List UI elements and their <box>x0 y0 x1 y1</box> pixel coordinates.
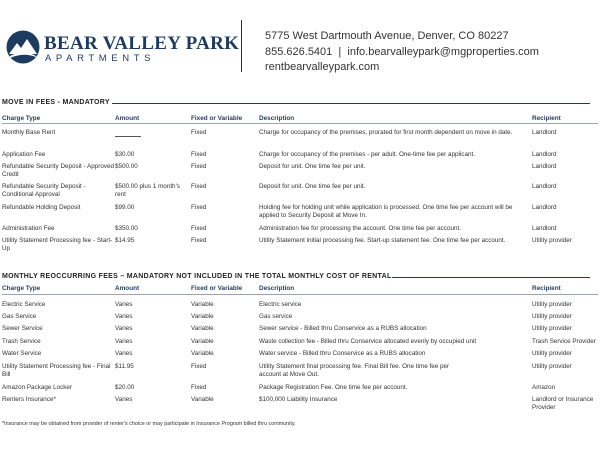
description: Utility Statement final processing fee. Final Bill fee. One time fee per account at Move Out. <box>259 363 450 379</box>
amount: Varies <box>115 325 133 332</box>
recipient: Landlord or Insurance Provider <box>532 396 594 412</box>
fixed-or-variable: Fixed <box>191 151 207 158</box>
charge-type: Electric Service <box>2 301 46 308</box>
phone: 855.626.5401 <box>265 46 333 58</box>
charge-type: Monthly Base Rent <box>2 129 56 136</box>
section-title-move-in: MOVE IN FEES - MANDATORY <box>2 99 110 106</box>
description: Electric service <box>259 301 302 308</box>
section-rule <box>112 103 590 104</box>
recipient: Utility provider <box>532 301 572 308</box>
charge-type: Administration Fee <box>2 225 55 232</box>
column-header-recipient: Recipient <box>532 285 561 292</box>
amount: Varies <box>115 301 133 308</box>
amount-blank <box>115 129 190 137</box>
description: Deposit for unit. One time fee per unit. <box>259 163 366 170</box>
recipient: Landlord <box>532 163 557 170</box>
fixed-or-variable: Variable <box>191 325 214 332</box>
fixed-or-variable: Fixed <box>191 183 207 190</box>
recipient: Landlord <box>532 151 557 158</box>
amount: $500.00 plus 1 month's rent <box>115 183 180 199</box>
address: 5775 West Dartmouth Avenue, Denver, CO 80227 <box>265 30 509 42</box>
description: Deposit for unit. One time fee per unit. <box>259 183 366 190</box>
amount: $11.95 <box>115 363 134 370</box>
column-header-recipient: Recipient <box>532 115 561 122</box>
charge-type: Utility Statement Processing fee - Final Bill <box>2 363 111 379</box>
description: Sewer service - Billed thru Conservice as a RUBS allocation <box>259 325 427 332</box>
fixed-or-variable: Variable <box>191 396 214 403</box>
table-row <box>2 129 114 137</box>
column-header-description: Description <box>259 285 295 292</box>
description: Charge for occupancy of the premises, prorated for first month dependent on move in date. <box>259 129 513 136</box>
website-link[interactable]: rentbearvalleypark.com <box>265 61 380 73</box>
header-rule <box>2 123 598 124</box>
fixed-or-variable: Variable <box>191 338 214 345</box>
contact-separator: | <box>338 46 342 58</box>
description: Package Registration Fee. One time fee per account. <box>259 384 408 391</box>
charge-type: Application Fee <box>2 151 46 158</box>
charge-type: Refundable Holding Deposit <box>2 204 81 211</box>
description: Utility Statement initial processing fee. Start-up statement fee. One time fee per account. <box>259 237 506 244</box>
header-divider <box>241 20 242 72</box>
amount: $20.00 <box>115 384 135 391</box>
recipient: Landlord <box>532 225 557 232</box>
description: Holding fee for holding unit while application is processed. One time fee per account will be applied to Security Deposit at Move In. <box>259 204 513 220</box>
charge-type: Utility Statement Processing fee - Start-Up <box>2 237 113 253</box>
description: Gas service <box>259 313 293 320</box>
blank-amount-line <box>115 130 141 137</box>
fixed-or-variable: Variable <box>191 313 214 320</box>
recipient: Utility provider <box>532 363 572 370</box>
description: Water service - Billed thru Conservice as a RUBS allocation <box>259 350 426 357</box>
section-title-monthly-fees: MONTHLY REOCCURRING FEES – MANDATORY NOT INCLUDED IN THE TOTAL MONTHLY COST OF RENTAL <box>2 273 392 280</box>
column-header-amount: Amount <box>115 115 140 122</box>
amount: Varies <box>115 396 133 403</box>
section-rule <box>392 277 590 278</box>
fixed-or-variable: Fixed <box>191 163 207 170</box>
amount: $30.00 <box>115 151 135 158</box>
amount: Varies <box>115 350 133 357</box>
description: Charge for occupancy of the premises - per adult. One-time fee per applicant. <box>259 151 475 158</box>
recipient: Trash Service Provider <box>532 338 596 345</box>
amount: $14.95 <box>115 237 135 244</box>
recipient: Amazon <box>532 384 556 391</box>
amount: Varies <box>115 313 133 320</box>
email-link[interactable]: info.bearvalleypark@mgproperties.com <box>347 46 539 58</box>
amount: $500.00 <box>115 163 138 170</box>
charge-type: Water Service <box>2 350 42 357</box>
contact-line <box>265 46 539 58</box>
amount: $99.00 <box>115 204 135 211</box>
brand-name: BEAR VALLEY PARK <box>44 33 240 54</box>
recipient: Utility provider <box>532 313 572 320</box>
column-header-charge-type: Charge Type <box>2 115 41 122</box>
fixed-or-variable: Fixed <box>191 363 207 370</box>
charge-type: Refundable Security Deposit - Approved Credit <box>2 163 115 179</box>
insurance-footnote: *Insurance may be obtained from provider of renter's choice or may participate in Insurance Program billed thru community. <box>2 421 296 427</box>
charge-type: Gas Service <box>2 313 37 320</box>
description: Administration fee for processing the account. One time fee per account. <box>259 225 461 232</box>
fixed-or-variable: Fixed <box>191 384 207 391</box>
bear-valley-logo-icon <box>6 30 40 64</box>
description: Waste collection fee - Billed thru Conservice allocated evenly by occupied unit <box>259 338 477 345</box>
recipient: Utility provider <box>532 237 572 244</box>
recipient: Landlord <box>532 204 557 211</box>
recipient: Utility provider <box>532 325 572 332</box>
amount: Varies <box>115 338 133 345</box>
fixed-or-variable: Variable <box>191 301 214 308</box>
fixed-or-variable: Variable <box>191 350 214 357</box>
amount: $350.00 <box>115 225 138 232</box>
column-header-description: Description <box>259 115 295 122</box>
header-rule <box>2 294 598 295</box>
charge-type: Trash Service <box>2 338 41 345</box>
brand-subtitle: APARTMENTS <box>45 53 156 64</box>
column-header-fixed-variable: Fixed or Variable <box>191 285 243 292</box>
fixed-or-variable: Fixed <box>191 225 207 232</box>
recipient: Utility provider <box>532 350 572 357</box>
column-header-amount: Amount <box>115 285 140 292</box>
charge-type: Amazon Package Locker <box>2 384 73 391</box>
recipient: Landlord <box>532 183 557 190</box>
fixed-or-variable: Fixed <box>191 129 207 136</box>
charge-type: Renters Insurance* <box>2 396 56 403</box>
charge-type: Sewer Service <box>2 325 43 332</box>
description: $100,000 Liability Insurance <box>259 396 338 403</box>
fixed-or-variable: Fixed <box>191 204 207 211</box>
column-header-charge-type: Charge Type <box>2 285 41 292</box>
charge-type: Refundable Security Deposit - Conditional Approval <box>2 183 86 199</box>
recipient: Landlord <box>532 129 557 136</box>
fixed-or-variable: Fixed <box>191 237 207 244</box>
column-header-fixed-variable: Fixed or Variable <box>191 115 243 122</box>
